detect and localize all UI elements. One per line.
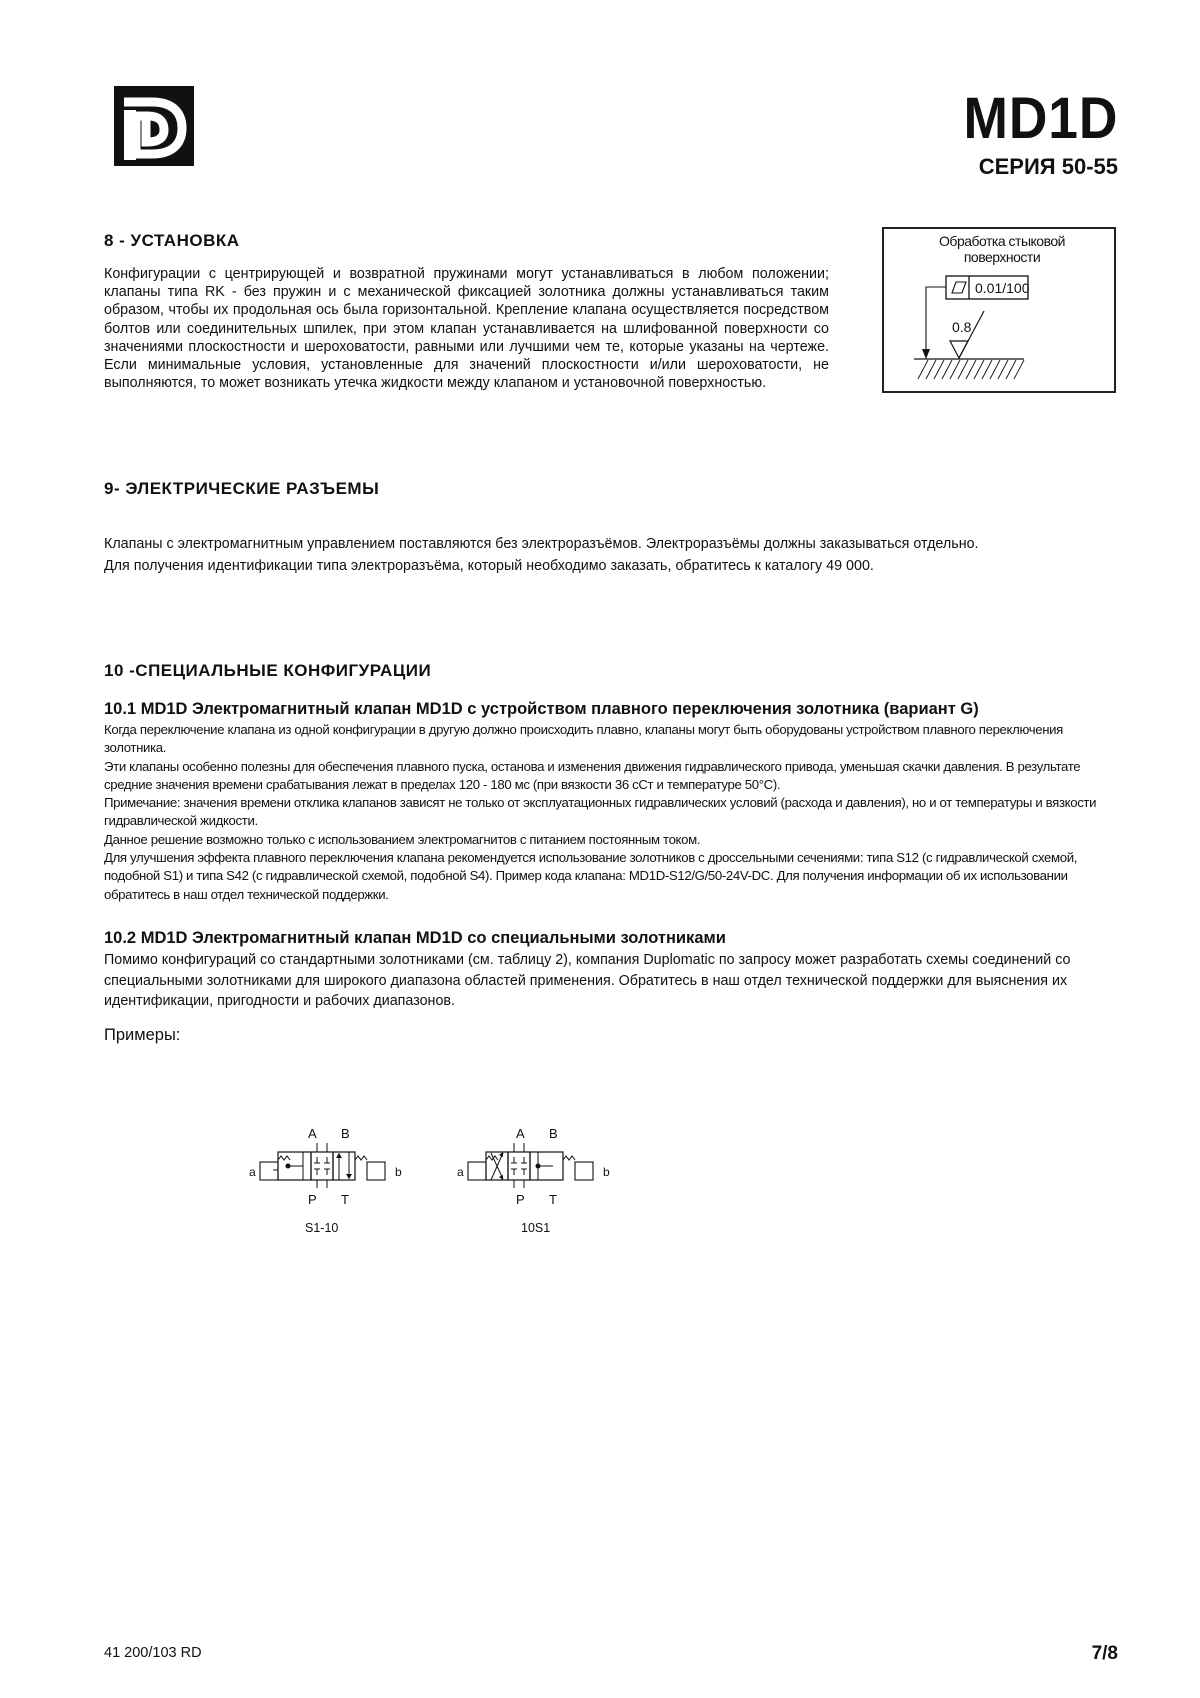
port-t-label: T [341,1192,349,1207]
port-a-label: A [308,1126,317,1141]
duplomatic-logo [114,86,194,166]
section-10-2-text: Помимо конфигураций со стандартными золотниками (см. таблицу 2), компания Duplomatic по запросу может разработать схемы соединений со специальными золотниками для широкого диапазона областей применения. Обратитесь в наш отдел технической поддержки для выяснения их идентификации, пригодности и рабочих диапазонов. [104,952,1071,1009]
section-9-line2: Для получения идентификации типа электроразъёма, который необходимо заказать, обратитесь к каталогу 49 000. [104,558,874,574]
section-10-1-p1: Когда переключение клапана из одной конфигурации в другую должно происходить плавно, клапаны могут быть оборудованы устройством плавного переключения золотника. [104,722,1063,756]
section-9-text [104,533,1114,577]
section-8-text: Конфигурации с центрирующей и возвратной пружинами могут устанавливаться в любом положении; клапаны типа RK - без пружин и с механической фиксацией золотника должны устанавливаться таким образом, чтобы их продольная ось была горизонтальной. Крепление клапана осуществляется посредством болтов или соединительных шпилек, при этом клапан устанавливается на шлифованной поверхности со значениями плоскостности и шероховатости, равными или лучшими чем те, которые указаны на чертеже. Если минимальные условия, установленные для значений плоскостности и/или шероховатости, не выполняются, то может возникать утечка жидкости между клапаном и установочной поверхностью. [104,266,829,392]
schematic-name: S1-10 [305,1221,339,1235]
section-10-1-p3: Примечание: значения времени отклика клапанов зависят не только от эксплуатационных гидравлических условий (расхода и давления), но и от температуры и вязкости гидравлической жидкости. [104,795,1097,829]
surface-label-line2: поверхности [963,249,1041,265]
section-10-2-title: 10.2 MD1D Электромагнитный клапан MD1D со специальными золотниками [104,929,726,947]
schematic-name: 10S1 [521,1221,551,1235]
surface-label-line1: Обработка стыковой [939,233,1065,249]
solenoid-b-label: b [603,1165,610,1179]
solenoid-a-label: a [249,1165,256,1179]
flatness-icon [952,282,966,293]
section-9-line1: Клапаны с электромагнитным управлением поставляются без электроразъёмов. Электроразъёмы должны заказываться отдельно. [104,536,979,552]
surface-finish-diagram [884,229,1114,391]
section-10-1-p2: Эти клапаны особенно полезны для обеспечения плавного пуска, останова и изменения движения гидравлического привода, уменьшая скачки давления. В результате средние значения времени срабатывания лежат в пределах 120 - 180 мс (при вязкости 36 сСт и температуре 50°C). [104,758,1081,792]
flatness-value: 0.01/100 [975,280,1030,296]
port-b-label: B [549,1126,558,1141]
section-8-title: 8 - УСТАНОВКА [104,231,240,250]
port-b-label: B [341,1126,350,1141]
solenoid-b-label: b [395,1165,402,1179]
roughness-value: 0.8 [952,319,972,335]
page-number: 7/8 [1091,1643,1118,1664]
roughness-icon [950,341,968,358]
surface-finish-box [882,227,1116,393]
section-10-1-p4: Данное решение возможно только с использованием электромагнитов с питанием постоянным током. [104,831,701,847]
section-10-1-p5: Для улучшения эффекта плавного переключения клапана рекомендуется использование золотников с дроссельными сечениями: типа S12 (с гидравлической схемой, подобной S1) и типа S42 (с гидравлической схемой, подобной S4). Пример кода клапана: MD1D-S12/G/50-24V-DC. Для получения информации об их использовании обратитесь в наш отдел технической поддержки. [104,850,1078,902]
section-10-1-title: 10.1 MD1D Электромагнитный клапан MD1D с устройством плавного переключения золотника (вариант G) [104,700,979,718]
document-number: 41 200/103 RD [104,1645,202,1661]
port-t-label: T [549,1192,557,1207]
schematic-s1-10 [245,1126,405,1236]
port-p-label: P [516,1192,525,1207]
examples-label: Примеры: [104,1026,181,1044]
section-10-title: 10 -СПЕЦИАЛЬНЫЕ КОНФИГУРАЦИИ [104,661,432,680]
solenoid-a-label: a [457,1165,464,1179]
schematic-10s1 [453,1126,613,1236]
section-9-title: 9- ЭЛЕКТРИЧЕСКИЕ РАЗЪЕМЫ [104,479,380,498]
section-10-1-text [104,721,1124,904]
series-subtitle: СЕРИЯ 50-55 [978,154,1118,179]
port-a-label: A [516,1126,525,1141]
port-p-label: P [308,1192,317,1207]
model-title: MD1D [963,86,1118,151]
